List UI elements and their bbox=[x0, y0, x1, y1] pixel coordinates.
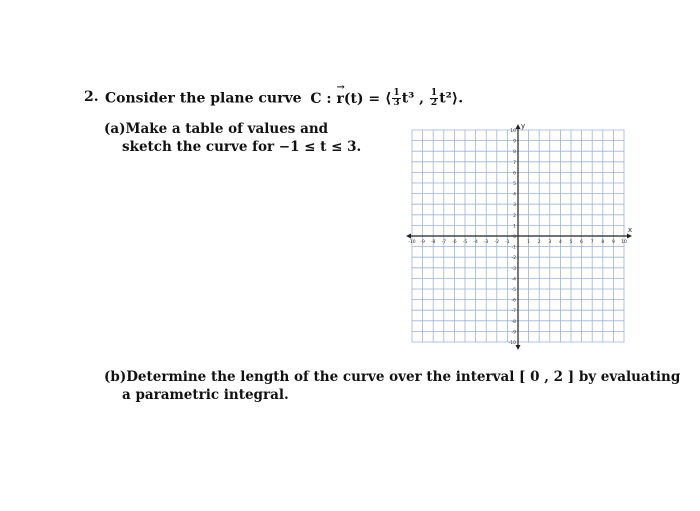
x-tick-label: 10 bbox=[621, 240, 627, 245]
part-b-line1: Determine the length of the curve over the interval [ 0 , 2 ] by evaluating bbox=[126, 369, 681, 385]
x-tick-label: -4 bbox=[473, 240, 478, 245]
y-tick-label: -1 bbox=[511, 245, 516, 251]
y-tick-label: -2 bbox=[511, 256, 516, 262]
y-tick-label: -5 bbox=[511, 288, 516, 293]
part-a-line1: Make a table of values and bbox=[125, 121, 329, 137]
x-tick-label: -8 bbox=[430, 240, 436, 245]
y-tick-label: -8 bbox=[511, 319, 516, 325]
y-tick-label: -3 bbox=[511, 266, 516, 272]
vector-arrow-icon: → bbox=[336, 81, 345, 93]
y-axis-arrow-up-icon bbox=[516, 124, 521, 129]
y-tick-label: 0 bbox=[513, 235, 516, 240]
x-tick-label: -6 bbox=[452, 240, 457, 245]
y-tick-label: 9 bbox=[513, 139, 516, 145]
x-tick-label: 4 bbox=[558, 240, 562, 245]
x-tick-label: 6 bbox=[580, 240, 584, 245]
fraction-one-third: $\frac{1}{3}$ bbox=[393, 88, 400, 108]
x-tick-label: 1 bbox=[527, 240, 531, 245]
x-tick-label: -10 bbox=[408, 240, 416, 245]
part-b bbox=[104, 369, 680, 403]
component-2-var: t² bbox=[439, 90, 452, 107]
x-tick-label: -2 bbox=[494, 240, 500, 245]
vector-function: → r(t) = bbox=[336, 81, 381, 107]
x-tick-label: 7 bbox=[590, 240, 594, 245]
y-tick-label: -9 bbox=[511, 330, 516, 336]
bracket-close: ⟩. bbox=[451, 90, 464, 107]
problem-number: 2. bbox=[84, 89, 99, 105]
x-tick-label: -1 bbox=[505, 240, 510, 245]
y-tick-label: 1 bbox=[513, 224, 516, 230]
fraction-one-half: $\frac{1}{2}$ bbox=[430, 88, 438, 108]
y-tick-label: 8 bbox=[513, 150, 516, 156]
component-1-var: t³ bbox=[401, 90, 415, 107]
y-tick-label: 10 bbox=[510, 129, 516, 134]
y-tick-label: 6 bbox=[513, 171, 516, 177]
part-b-label: (b) bbox=[104, 369, 127, 385]
x-axis-arrow-left-icon bbox=[406, 234, 411, 239]
bracket-open: ⟨ bbox=[385, 90, 392, 107]
y-axis-label: y bbox=[521, 122, 526, 130]
y-tick-label: 2 bbox=[513, 213, 516, 219]
x-tick-label: 8 bbox=[601, 240, 605, 245]
y-tick-label: -6 bbox=[511, 298, 516, 304]
part-a-line2: sketch the curve for −1 ≤ t ≤ 3. bbox=[122, 139, 362, 155]
prompt-text: Consider the plane curve bbox=[105, 90, 302, 107]
y-tick-label: 3 bbox=[513, 203, 516, 209]
problem-prompt bbox=[105, 81, 464, 108]
y-tick-label: -4 bbox=[511, 277, 516, 283]
x-tick-label: -7 bbox=[441, 240, 447, 245]
component-separator: , bbox=[419, 90, 425, 107]
y-tick-label: -7 bbox=[511, 309, 516, 315]
coordinate-grid bbox=[400, 122, 636, 354]
part-a bbox=[104, 121, 361, 155]
y-tick-label: -10 bbox=[508, 341, 516, 346]
x-tick-label: 5 bbox=[569, 240, 573, 245]
part-a-label: (a) bbox=[104, 121, 126, 137]
x-tick-label: -5 bbox=[462, 240, 468, 245]
x-tick-label: -3 bbox=[483, 240, 489, 245]
x-tick-label: -9 bbox=[420, 240, 425, 245]
x-axis-arrow-right-icon bbox=[627, 234, 632, 239]
y-tick-label: 5 bbox=[513, 182, 516, 187]
x-tick-label: 3 bbox=[548, 240, 552, 245]
curve-name: C : bbox=[310, 90, 332, 107]
y-tick-label: 7 bbox=[513, 160, 516, 166]
y-axis-arrow-down-icon bbox=[516, 345, 521, 350]
y-tick-label: 4 bbox=[513, 192, 516, 198]
x-tick-label: 9 bbox=[611, 240, 615, 245]
x-tick-label: 2 bbox=[537, 240, 541, 245]
part-b-line2: a parametric integral. bbox=[122, 387, 289, 403]
x-axis-label: x bbox=[628, 226, 633, 234]
